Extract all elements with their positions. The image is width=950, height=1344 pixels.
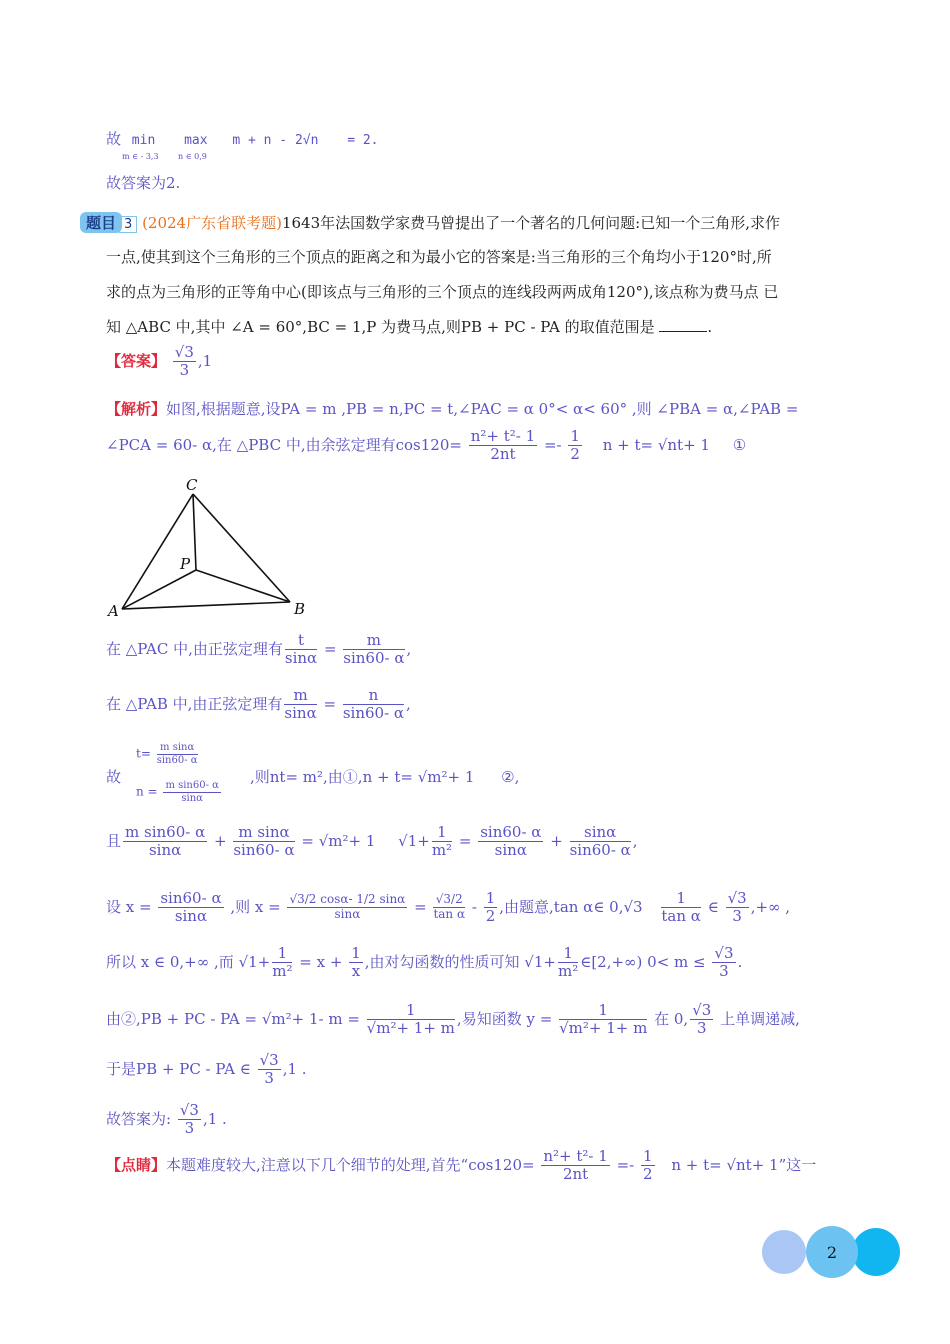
eq1-frac1: $\frac{t}{\sin\alpha}$ [284,631,318,668]
eq4-frac3: $\frac{\sin 60- \alpha}{\sin\alpha}$ [480,823,542,860]
analysis-line-1: 如图,根据题意,设PA = m ,PB = n,PC = t,∠PAC = α 0°< α< 60° ,则 ∠PBA = α,∠PAB = [166,400,799,418]
note-half: $\frac{1}{2}$ [642,1147,653,1184]
min-subscript: m ∈ - 3,3 [122,152,159,161]
eq1-post: , [406,639,412,658]
answer-blank [659,317,707,332]
eq4-eq2: = [458,831,472,850]
answer-rest: ,1 [197,351,213,370]
eq4-qie: 且 [106,831,122,850]
label-p: P [180,555,191,573]
eq8-frac: $\frac{√3}{3}$ [259,1051,279,1088]
page-number: 2 [806,1226,858,1278]
eq2-frac1: $\frac{m}{\sin\alpha}$ [284,686,317,723]
eq7-mid: ,易知函数 y = [456,1009,553,1028]
eq5-frac2: $\frac{√3/2 \cos\alpha- 1/2 \sin\alpha}{\sin\alpha}$ [289,892,406,922]
eq4-frac4: $\frac{\sin\alpha}{\sin 60- \alpha}$ [569,823,631,860]
eq2-frac2: $\frac{n}{\sin 60- \alpha}$ [342,686,405,723]
relation: n + t= √nt+ 1 [602,435,710,454]
eq3-t: t= [136,746,151,761]
eq1-frac2: $\frac{m}{\sin 60- \alpha}$ [343,631,405,668]
eq4-sfrac: $\frac{1}{\text{m²}}$ [431,823,453,860]
problem-line-1: 1643年法国数学家费马曾提出了一个著名的几何问题:已知一个三角形,求作 [281,214,780,232]
eq5-in: ∈ [707,897,719,916]
note-mid: =- [616,1155,635,1174]
circle-right-decoration [852,1228,900,1276]
eq8-post: ,1 . [282,1059,307,1078]
eq6-pre: 所以 x ∈ 0,+∞ ,而 [106,952,234,971]
eq5-frac5: $\frac{1}{\text{tan α}}$ [661,889,701,926]
eq5-mid: ,则 x = [230,897,281,916]
eq9-frac: $\frac{√3}{3}$ [179,1101,199,1138]
eq6-sfrac2: $\frac{1}{\text{m²}}$ [557,944,579,981]
eq4-frac1: $\frac{\text{m sin60- α}}{\sin\alpha}$ [125,823,206,860]
circle-left-decoration [762,1230,806,1274]
min-op: min [131,133,156,148]
eq4-eq: = √m²+ 1 [301,831,376,850]
eq6-mid: = x + [299,952,343,971]
eq7-pre: 由②,PB + PC - PA = √m²+ 1- m = [106,1009,360,1028]
eq4-post: , [632,831,638,850]
note-post: n + t= √nt+ 1”这一 [671,1155,817,1174]
eq8-pre: 于是PB + PC - PA ∈ [106,1059,251,1078]
note-frac: $\frac{\text{n²+ t²- 1}}{2nt}$ [543,1147,608,1184]
eq6-end: . [737,952,743,971]
eq7-frac2: $\frac{1}{\text{√m²+ 1+ m}}$ [559,1001,648,1038]
eq6-rfrac: $\frac{√3}{3}$ [714,944,734,981]
eq4-sqrt: √1+ [398,831,430,850]
gu-text: 故 [106,130,122,148]
cosine-fraction: $\frac{\text{n²+ t²- 1}}{2nt}$ [470,427,536,464]
eq6-sqrt: √1+ [238,952,271,971]
eq5-frac1: $\frac{\sin 60- \alpha}{\sin\alpha}$ [160,889,222,926]
max-op: max [184,133,208,148]
eq7-in: 在 0, [654,1009,689,1028]
eq5-pre: 设 x = [106,897,152,916]
eq3-t-frac: $\frac{\text{m sinα}}{\sin 60- \alpha}$ [156,742,198,766]
eq5-eq: = [414,897,427,916]
eq1-text: 在 △PAC 中,由正弦定理有 [106,639,283,658]
max-subscript: n ∈ 0,9 [178,152,207,161]
eq6-post: ,由对勾函数的性质可知 [364,952,520,971]
eq7-post: 上单调递减, [720,1009,800,1028]
eq7-rfrac: $\frac{√3}{3}$ [692,1001,712,1038]
eq5-minus: - [471,897,477,916]
equals: = 2. [347,133,379,148]
problem-tag: 题目 [80,212,122,233]
eq6-sqrt2: √1+ [524,952,556,971]
answer-label: 【答案】 [106,351,167,370]
plus2: + [550,831,563,850]
eq6-sfrac: $\frac{1}{\text{m²}}$ [272,944,293,981]
label-b: B [294,600,306,618]
eq5-frac4: $\frac{1}{2}$ [485,889,496,926]
eq6-xfrac: $\frac{1}{x}$ [351,944,361,981]
expression: m + n - 2√n [232,133,319,148]
eq3-n-frac: $\frac{\text{m sin60- α}}{\sin\alpha}$ [165,780,219,804]
note-pre: 本题难度较大,注意以下几个细节的处理,首先“cos120= [166,1155,535,1174]
answer-fraction: $\frac{√3}{3}$ [174,343,194,380]
eq4-frac2: $\frac{\text{m sinα}}{\sin 60- \alpha}$ [233,823,295,860]
triangle-figure [100,474,320,624]
equals-neg: =- [543,435,562,454]
analysis-label: 【解析】 [106,400,167,418]
eq3-gu: 故 [106,768,122,786]
eq9-post: ,1 . [202,1109,227,1128]
plus: + [214,831,227,850]
eq9-pre: 故答案为: [106,1109,172,1128]
analysis-line-2: ∠PCA = 60- α,在 △PBC 中,由余弦定理有cos120= [106,435,462,454]
circle-two: ②, [501,768,520,786]
eq5-tail: ,+∞ , [750,897,791,916]
eq2-text: 在 △PAB 中,由正弦定理有 [106,694,283,713]
eq7-frac1: $\frac{1}{\text{√m²+ 1+ m}}$ [366,1001,455,1038]
period: . [707,318,713,336]
problem-source: (2024广东省联考题) [142,214,282,232]
eq3-post: ,则nt= m²,由①,n + t= √m²+ 1 [250,768,475,786]
label-c: C [186,476,198,494]
eq2-post: , [406,694,411,713]
eq5-frac6: $\frac{√3}{3}$ [727,889,747,926]
eq5-post: ,由题意,tan α∈ 0,√3 [499,897,643,916]
problem-line-3: 求的点为三角形的正等角中心(即该点与三角形的三个顶点的连线段两两成角120°),该点称为费马点 已 [106,283,779,301]
label-a: A [108,602,119,620]
eq3-n: n = [136,784,158,799]
circle-one: ① [732,435,747,454]
answer-line-1: 故答案为2. [106,174,181,192]
problem-line-4: 知 △ABC 中,其中 ∠A = 60°,BC = 1,P 为费马点,则PB + PC - PA 的取值范围是 [106,318,655,336]
half-fraction: $\frac{1}{2}$ [570,427,580,464]
problem-number: 3 [119,216,137,233]
eq6-tail: ∈[2,+∞) 0< m ≤ [580,952,706,971]
problem-line-2: 一点,使其到这个三角形的三个顶点的距离之和为最小它的答案是:当三角形的三个角均小于120°时,所 [106,248,772,266]
note-label: 【点睛】 [106,1155,167,1174]
eq5-frac3: $\frac{√3/2}{\text{tan α}}$ [433,892,466,922]
